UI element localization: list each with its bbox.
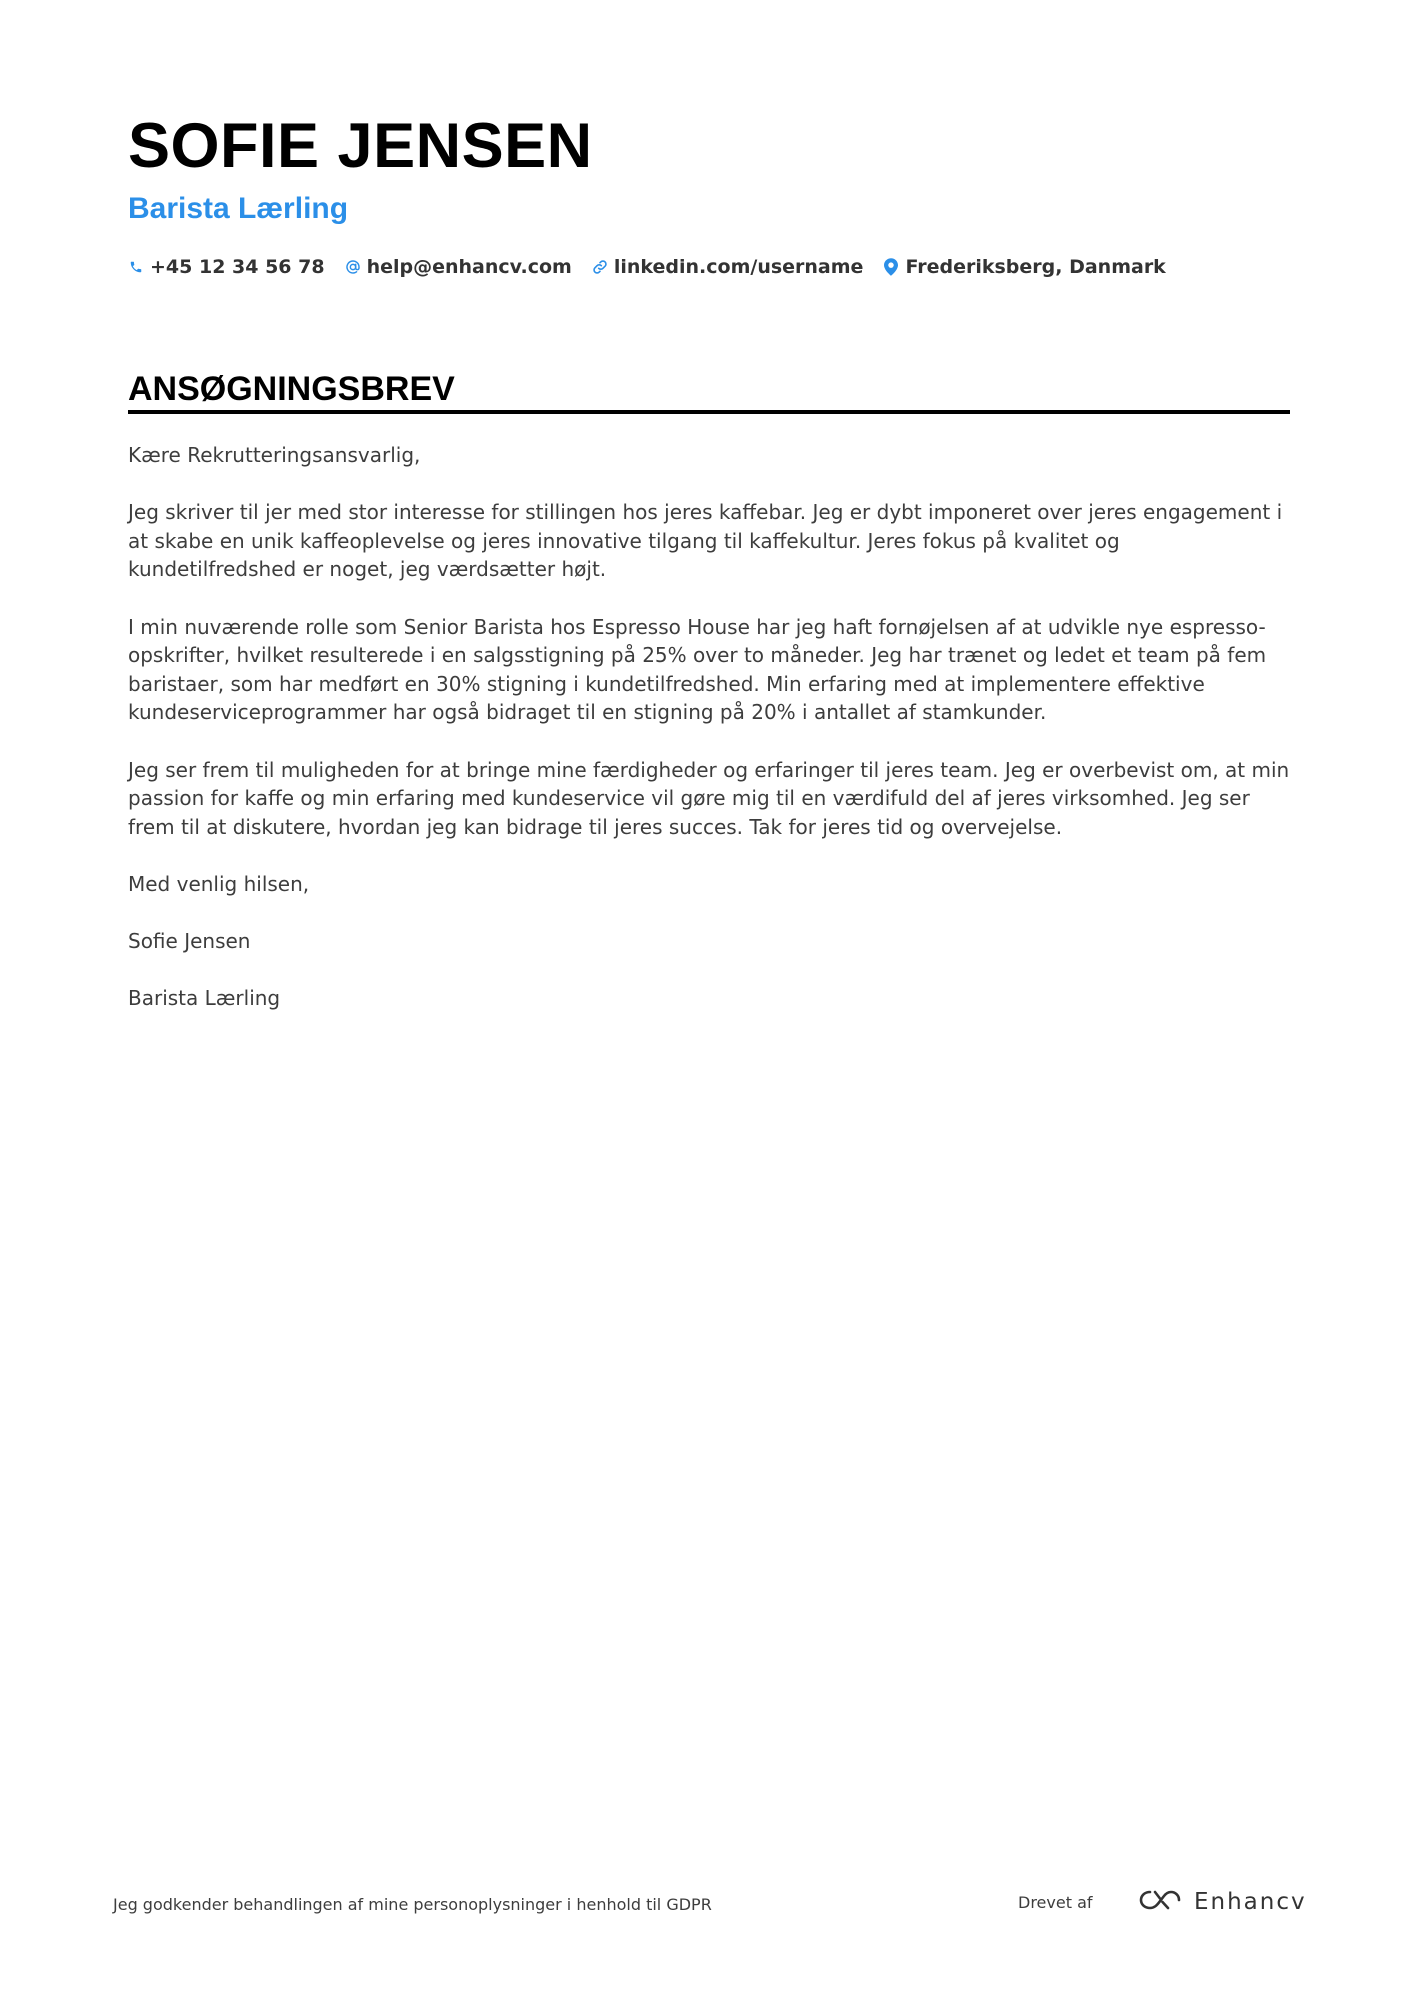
enhancv-logo-text: Enhancv <box>1194 1889 1307 1915</box>
contact-phone <box>128 253 325 281</box>
applicant-role: Barista Lærling <box>128 192 349 225</box>
letter-signature-name: Sofie Jensen <box>128 929 251 954</box>
letter-greeting: Kære Rekrutteringsansvarlig, <box>128 443 421 467</box>
letter-closing: Med venlig hilsen, <box>128 871 310 896</box>
letter-signature-title: Barista Lærling <box>128 986 281 1011</box>
contact-email[interactable] <box>345 253 572 281</box>
at-icon <box>345 257 361 277</box>
phone-icon <box>128 257 144 277</box>
gdpr-consent-text: Jeg godkender behandlingen af mine personoplysninger i henhold til GDPR <box>113 1895 712 1914</box>
enhancv-logo-icon <box>1138 1888 1184 1916</box>
contact-location <box>883 253 1165 281</box>
contact-phone-text: +45 12 34 56 78 <box>150 256 325 278</box>
contact-linkedin-text[interactable]: linkedin.com/username <box>613 256 864 278</box>
powered-by-label: Drevet af <box>1018 1893 1093 1912</box>
link-icon <box>592 257 608 277</box>
contact-location-text: Frederiksberg, Danmark <box>905 256 1166 278</box>
section-divider <box>128 410 1290 414</box>
contact-bar <box>128 253 1186 281</box>
location-pin-icon <box>883 257 899 277</box>
letter-paragraph-1: Jeg skriver til jer med stor interesse for stillingen hos jeres kaffebar. Jeg er dybt imponeret over jeres engagement i at skabe en unik kaffeoplevelse og jeres innovative tilgang til kaffekultur. Jeres fokus på kvalitet og kundetilfredshed er noget, jeg værdsætter højt. <box>128 500 1283 582</box>
letter-body <box>128 441 1290 1041</box>
letter-paragraph-2: I min nuværende rolle som Senior Barista hos Espresso House har jeg haft fornøjelsen af at udvikle nye espresso-opskrifter, hvilket resulterede i en salgsstigning på 25% over to måneder. Jeg har trænet og ledet et team på fem baristaer, som har medført en 30% stigning i kundetilfredshed. Min erfaring med at implementere effektive kundeserviceprogrammer har også bidraget til en stigning på 20% i antallet af stamkunder. <box>128 614 1267 725</box>
contact-email-text[interactable]: help@enhancv.com <box>366 256 572 278</box>
contact-linkedin[interactable] <box>592 253 864 281</box>
applicant-name: SOFIE JENSEN <box>128 111 593 181</box>
letter-paragraph-3: Jeg ser frem til muligheden for at bringe mine færdigheder og erfaringer til jeres team. Jeg er overbevist om, at min passion for kaffe og min erfaring med kundeservice vil gøre mig til en værdifuld del af jeres virksomhed. Jeg ser frem til at diskutere, hvordan jeg kan bidrage til jeres succes. Tak for jeres tid og overvejelse. <box>128 757 1290 839</box>
section-title: ANSØGNINGSBREV <box>128 370 455 408</box>
enhancv-logo[interactable] <box>1138 1887 1307 1917</box>
